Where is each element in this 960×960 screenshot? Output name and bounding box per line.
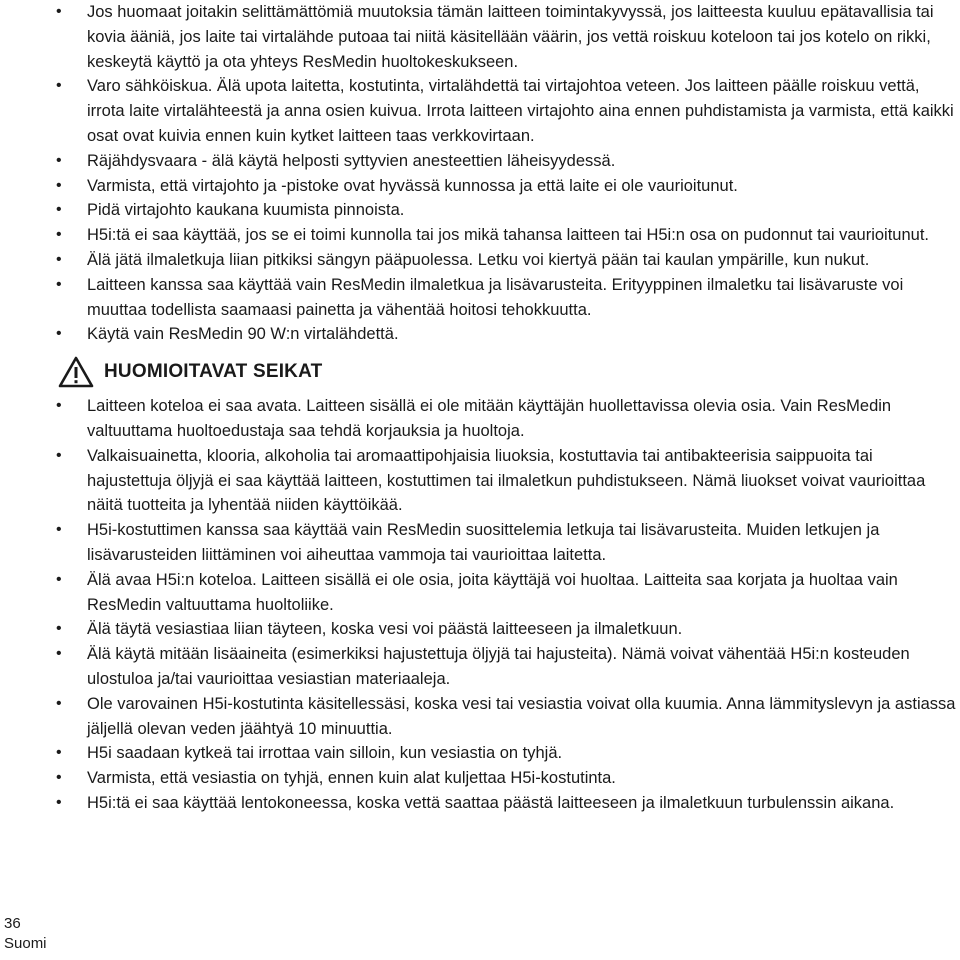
list-item: • Ole varovainen H5i-kostutinta käsitellessäsi, koska vesi tai vesiastia voivat olla kuumia. Anna lämmityslevyn ja astiassa jäljellä olevan veden jäähtyä 10 minuuttia.	[56, 692, 960, 742]
list-item: • Älä käytä mitään lisäaineita (esimerkiksi hajustettuja öljyjä tai hajusteita). Nämä voivat vähentää H5i:n kosteuden ulostuloa ja/tai vaurioittaa vesiastian materiaaleja.	[56, 642, 960, 692]
list-item: • H5i-kostuttimen kanssa saa käyttää vain ResMedin suosittelemia letkuja tai lisävarusteita. Muiden letkujen ja lisävarusteiden liittäminen voi aiheuttaa vammoja tai vaurioittaa laitetta.	[56, 518, 960, 568]
notice-list	[56, 394, 960, 816]
warning-triangle-icon	[58, 356, 94, 388]
list-item: • Varmista, että vesiastia on tyhjä, ennen kuin alat kuljettaa H5i-kostutinta.	[56, 766, 960, 791]
list-item: • Pidä virtajohto kaukana kuumista pinnoista.	[56, 198, 960, 223]
list-item: • H5i:tä ei saa käyttää, jos se ei toimi kunnolla tai jos mikä tahansa laitteen tai H5i:n osa on pudonnut tai vaurioitunut.	[56, 223, 960, 248]
notice-title: HUOMIOITAVAT SEIKAT	[104, 361, 323, 383]
list-item: • Laitteen koteloa ei saa avata. Laitteen sisällä ei ole mitään käyttäjän huollettavissa olevia osia. Vain ResMedin valtuuttama huoltoedustaja saa tehdä korjauksia ja huoltoja.	[56, 394, 960, 444]
list-item: • Jos huomaat joitakin selittämättömiä muutoksia tämän laitteen toimintakyvyssä, jos laitteesta kuuluu epätavallisia tai kovia ääniä, jos laite tai virtalähde putoaa tai niitä käsitellään väärin, jos vettä roiskuu koteloon tai jos kotelo on rikki, keskeytä käyttö ja ota yhteys ResMedin huoltokeskukseen.	[56, 0, 960, 74]
list-item: • Varo sähköiskua. Älä upota laitetta, kostutinta, virtalähdettä tai virtajohtoa veteen. Jos laitteen päälle roiskuu vettä, irrota laite virtalähteestä ja anna osien kuivua. Irrota laitteen virtajohto aina ennen puhdistamista ja varmista, että kaikki osat ovat kuivia ennen kuin kytket laitteen taas verkkovirtaan.	[56, 74, 960, 148]
list-item: • Älä täytä vesiastiaa liian täyteen, koska vesi voi päästä laitteeseen ja ilmaletkuun.	[56, 617, 960, 642]
language-label: Suomi	[4, 935, 47, 952]
list-item: • Älä jätä ilmaletkuja liian pitkiksi sängyn pääpuolessa. Letku voi kiertyä pään tai kaulan ympärille, kun nukut.	[56, 248, 960, 273]
list-item: • Räjähdysvaara - älä käytä helposti syttyvien anesteettien läheisyydessä.	[56, 149, 960, 174]
warnings-list	[56, 0, 960, 347]
page-number: 36	[4, 915, 21, 932]
document-body	[56, 0, 960, 816]
list-item: • H5i saadaan kytkeä tai irrottaa vain silloin, kun vesiastia on tyhjä.	[56, 741, 960, 766]
notice-heading	[56, 350, 960, 394]
list-item: • Käytä vain ResMedin 90 W:n virtalähdettä.	[56, 322, 960, 347]
list-item: • Älä avaa H5i:n koteloa. Laitteen sisällä ei ole osia, joita käyttäjä voi huoltaa. Laitteita saa korjata ja huoltaa vain ResMedin valtuuttama huoltoliike.	[56, 568, 960, 618]
list-item: • Valkaisuainetta, klooria, alkoholia tai aromaattipohjaisia liuoksia, kostuttavia tai antibakteerisia saippuoita tai hajustettuja öljyjä ei saa käyttää laitteen, kostuttimen tai ilmaletkun puhdistukseen. Nämä liuokset voivat vaurioittaa näitä tuotteita ja lyhentää niiden käyttöikää.	[56, 444, 960, 518]
list-item: • H5i:tä ei saa käyttää lentokoneessa, koska vettä saattaa päästä laitteeseen ja ilmaletkuun turbulenssin aikana.	[56, 791, 960, 816]
list-item: • Laitteen kanssa saa käyttää vain ResMedin ilmaletkua ja lisävarusteita. Erityyppinen ilmaletku tai lisävaruste voi muuttaa todellista saamaasi painetta ja vähentää hoitosi tehokkuutta.	[56, 273, 960, 323]
list-item: • Varmista, että virtajohto ja -pistoke ovat hyvässä kunnossa ja että laite ei ole vaurioitunut.	[56, 174, 960, 199]
page-footer	[4, 914, 47, 954]
